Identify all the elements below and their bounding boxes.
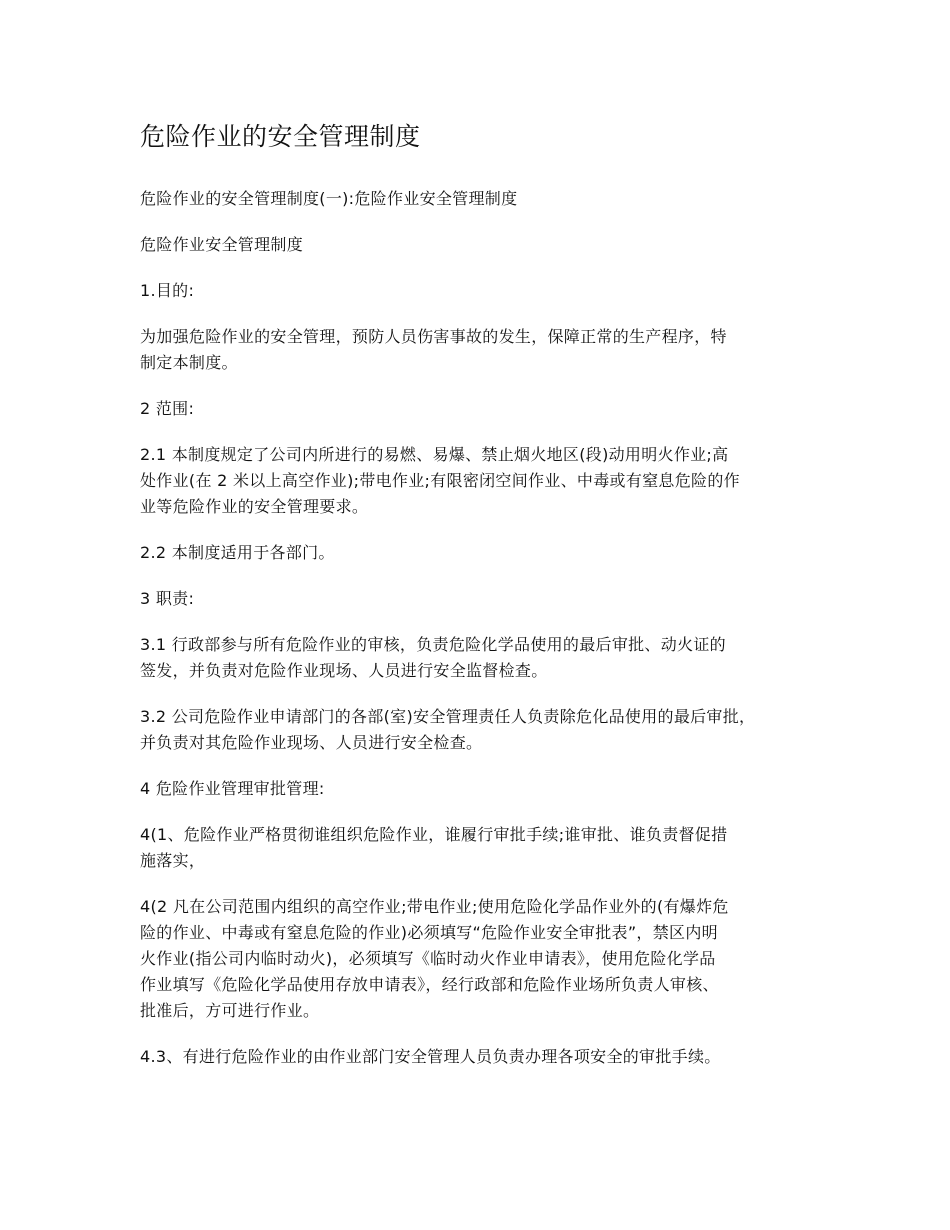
paragraph: [140, 586, 830, 612]
paragraph-line: 险的作业、中毒或有窒息危险的作业)必须填写“危险作业安全审批表”，禁区内明: [140, 923, 718, 942]
paragraph-line: 4(1、危险作业严格贯彻谁组织危险作业，谁履行审批手续;谁审批、谁负责督促措: [140, 825, 728, 844]
paragraph: [140, 442, 830, 520]
paragraph-line: 批准后，方可进行作业。: [140, 1001, 320, 1020]
paragraph: [140, 776, 830, 802]
paragraph-line: 3.2 公司危险作业申请部门的各部(室)安全管理责任人负责除危化品使用的最后审批，: [140, 707, 756, 726]
document-title: 危险作业的安全管理制度: [140, 122, 421, 151]
paragraph-line: 4.3、有进行危险作业的由作业部门安全管理人员负责办理各项安全的审批手续。: [140, 1047, 721, 1066]
paragraph: [140, 1044, 830, 1070]
paragraph-line: 2.2 本制度适用于各部门。: [140, 543, 335, 562]
paragraph-line: 3.1 行政部参与所有危险作业的审核，负责危险化学品使用的最后审批、动火证的: [140, 635, 726, 654]
paragraph: [140, 822, 830, 874]
paragraph-line: 业等危险作业的安全管理要求。: [140, 497, 369, 516]
paragraph: [140, 396, 830, 422]
paragraph-line: 2.1 本制度规定了公司内所进行的易燃、易爆、禁止烟火地区(段)动用明火作业;高: [140, 445, 729, 464]
paragraph-line: 签发，并负责对危险作业现场、人员进行安全监督检查。: [140, 661, 548, 680]
paragraph-line: 3 职责:: [140, 589, 195, 608]
paragraph: [140, 186, 830, 212]
paragraph-line: 2 范围:: [140, 399, 195, 418]
paragraph-line: 4 危险作业管理审批管理:: [140, 779, 325, 798]
paragraph-line: 危险作业的安全管理制度(一):危险作业安全管理制度: [140, 189, 518, 208]
paragraph-line: 火作业(指公司内临时动火)，必须填写《临时动火作业申请表》，使用危险化学品: [140, 949, 716, 968]
paragraph: [140, 704, 830, 756]
paragraph-line: 处作业(在 2 米以上高空作业);带电作业;有限密闭空间作业、中毒或有窒息危险的作: [140, 471, 740, 490]
paragraph-line: 4(2 凡在公司范围内组织的高空作业;带电作业;使用危险化学品作业外的(有爆炸危: [140, 897, 729, 916]
paragraph: [140, 894, 830, 1024]
paragraph-line: 危险作业安全管理制度: [140, 235, 304, 254]
paragraph-line: 并负责对其危险作业现场、人员进行安全检查。: [140, 733, 483, 752]
paragraph-line: 为加强危险作业的安全管理，预防人员伤害事故的发生，保障正常的生产程序，特: [140, 327, 727, 346]
paragraph-line: 制定本制度。: [140, 353, 238, 372]
document-body: [140, 186, 830, 1070]
paragraph: [140, 632, 830, 684]
paragraph: [140, 278, 830, 304]
paragraph: [140, 324, 830, 376]
paragraph: [140, 232, 830, 258]
paragraph-line: 1.目的:: [140, 281, 195, 300]
paragraph: [140, 540, 830, 566]
paragraph-line: 施落实，: [140, 851, 206, 870]
paragraph-line: 作业填写《危险化学品使用存放申请表》，经行政部和危险作业场所负责人审核、: [140, 975, 719, 994]
document-page: [140, 118, 830, 1090]
